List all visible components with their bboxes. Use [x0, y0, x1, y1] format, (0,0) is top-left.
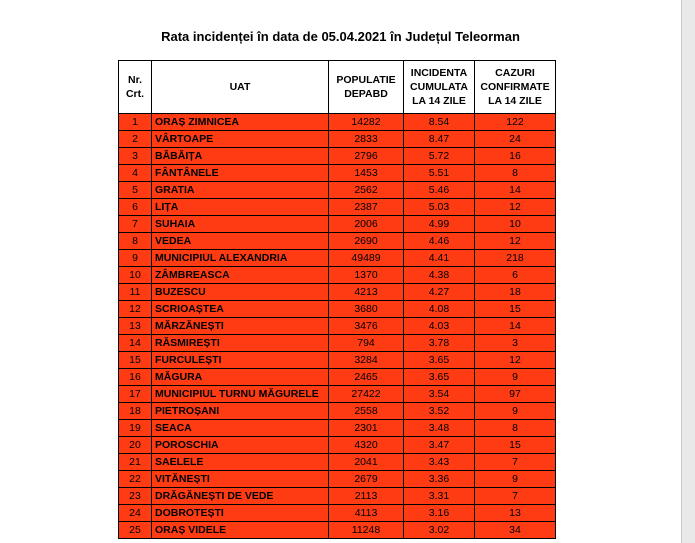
table-row [119, 114, 556, 131]
cell-cazuri: 9 [475, 471, 556, 488]
cell-incidenta: 3.31 [404, 488, 475, 505]
cell-populatie: 2387 [329, 199, 404, 216]
cell-incidenta: 4.38 [404, 267, 475, 284]
cell-cazuri: 12 [475, 233, 556, 250]
cell-incidenta: 3.47 [404, 437, 475, 454]
cell-nr: 19 [119, 420, 152, 437]
cell-nr: 11 [119, 284, 152, 301]
cell-incidenta: 3.52 [404, 403, 475, 420]
cell-nr: 17 [119, 386, 152, 403]
cell-populatie: 2041 [329, 454, 404, 471]
cell-nr: 1 [119, 114, 152, 131]
cell-nr: 14 [119, 335, 152, 352]
cell-populatie: 2796 [329, 148, 404, 165]
cell-incidenta: 4.99 [404, 216, 475, 233]
header-incidenta: INCIDENTA CUMULATA LA 14 ZILE [404, 61, 475, 114]
cell-uat: ORAȘ VIDELE [152, 522, 329, 539]
table-row [119, 250, 556, 267]
header-cazuri: CAZURI CONFIRMATE LA 14 ZILE [475, 61, 556, 114]
table-row [119, 352, 556, 369]
cell-incidenta: 3.36 [404, 471, 475, 488]
cell-nr: 3 [119, 148, 152, 165]
cell-populatie: 1370 [329, 267, 404, 284]
cell-populatie: 3680 [329, 301, 404, 318]
cell-incidenta: 4.41 [404, 250, 475, 267]
table-row [119, 165, 556, 182]
cell-incidenta: 5.72 [404, 148, 475, 165]
cell-cazuri: 15 [475, 301, 556, 318]
cell-uat: RĂSMIREȘTI [152, 335, 329, 352]
cell-populatie: 11248 [329, 522, 404, 539]
cell-populatie: 4213 [329, 284, 404, 301]
cell-cazuri: 14 [475, 318, 556, 335]
cell-incidenta: 8.47 [404, 131, 475, 148]
cell-cazuri: 16 [475, 148, 556, 165]
cell-nr: 12 [119, 301, 152, 318]
cell-uat: PIETROȘANI [152, 403, 329, 420]
page-title: Rata incidenței în data de 05.04.2021 în Județul Teleorman [161, 29, 520, 44]
table-row [119, 471, 556, 488]
cell-uat: FURCULEȘTI [152, 352, 329, 369]
cell-uat: SAELELE [152, 454, 329, 471]
cell-populatie: 2006 [329, 216, 404, 233]
header-uat: UAT [152, 61, 329, 114]
cell-nr: 8 [119, 233, 152, 250]
cell-nr: 6 [119, 199, 152, 216]
table-row [119, 369, 556, 386]
cell-populatie: 2558 [329, 403, 404, 420]
cell-incidenta: 4.27 [404, 284, 475, 301]
cell-cazuri: 24 [475, 131, 556, 148]
cell-cazuri: 15 [475, 437, 556, 454]
cell-nr: 16 [119, 369, 152, 386]
table-header-row [119, 61, 556, 114]
cell-incidenta: 3.02 [404, 522, 475, 539]
cell-incidenta: 4.08 [404, 301, 475, 318]
cell-uat: DOBROTEȘTI [152, 505, 329, 522]
cell-incidenta: 3.16 [404, 505, 475, 522]
cell-uat: SCRIOAȘTEA [152, 301, 329, 318]
cell-incidenta: 3.65 [404, 369, 475, 386]
cell-incidenta: 3.54 [404, 386, 475, 403]
cell-cazuri: 122 [475, 114, 556, 131]
cell-incidenta: 4.03 [404, 318, 475, 335]
cell-nr: 24 [119, 505, 152, 522]
cell-cazuri: 18 [475, 284, 556, 301]
cell-populatie: 1453 [329, 165, 404, 182]
cell-populatie: 2465 [329, 369, 404, 386]
table-row [119, 233, 556, 250]
incidence-table [118, 60, 556, 539]
cell-cazuri: 9 [475, 369, 556, 386]
cell-uat: SUHAIA [152, 216, 329, 233]
cell-incidenta: 3.78 [404, 335, 475, 352]
cell-incidenta: 3.43 [404, 454, 475, 471]
cell-incidenta: 5.03 [404, 199, 475, 216]
table-row [119, 522, 556, 539]
cell-populatie: 14282 [329, 114, 404, 131]
table-row [119, 420, 556, 437]
cell-populatie: 2833 [329, 131, 404, 148]
cell-incidenta: 3.65 [404, 352, 475, 369]
table-row [119, 284, 556, 301]
cell-uat: SEACA [152, 420, 329, 437]
cell-uat: ZÂMBREASCA [152, 267, 329, 284]
cell-incidenta: 5.46 [404, 182, 475, 199]
cell-populatie: 2301 [329, 420, 404, 437]
cell-uat: ORAȘ ZIMNICEA [152, 114, 329, 131]
cell-incidenta: 3.48 [404, 420, 475, 437]
table-row [119, 148, 556, 165]
cell-uat: GRATIA [152, 182, 329, 199]
cell-populatie: 2562 [329, 182, 404, 199]
cell-nr: 15 [119, 352, 152, 369]
cell-nr: 2 [119, 131, 152, 148]
cell-cazuri: 13 [475, 505, 556, 522]
cell-uat: MUNICIPIUL TURNU MĂGURELE [152, 386, 329, 403]
cell-uat: FÂNTÂNELE [152, 165, 329, 182]
cell-cazuri: 6 [475, 267, 556, 284]
cell-populatie: 2113 [329, 488, 404, 505]
table-row [119, 182, 556, 199]
cell-uat: VEDEA [152, 233, 329, 250]
cell-populatie: 2690 [329, 233, 404, 250]
cell-uat: BUZESCU [152, 284, 329, 301]
cell-populatie: 2679 [329, 471, 404, 488]
cell-cazuri: 8 [475, 420, 556, 437]
cell-populatie: 49489 [329, 250, 404, 267]
cell-nr: 7 [119, 216, 152, 233]
cell-nr: 9 [119, 250, 152, 267]
cell-populatie: 3476 [329, 318, 404, 335]
table-body [119, 114, 556, 539]
cell-populatie: 3284 [329, 352, 404, 369]
cell-uat: BĂBĂIȚA [152, 148, 329, 165]
cell-nr: 21 [119, 454, 152, 471]
cell-uat: POROSCHIA [152, 437, 329, 454]
cell-cazuri: 7 [475, 454, 556, 471]
cell-uat: VÂRTOAPE [152, 131, 329, 148]
table-row [119, 505, 556, 522]
cell-cazuri: 12 [475, 199, 556, 216]
cell-cazuri: 8 [475, 165, 556, 182]
table-row [119, 403, 556, 420]
cell-cazuri: 3 [475, 335, 556, 352]
cell-incidenta: 8.54 [404, 114, 475, 131]
cell-cazuri: 14 [475, 182, 556, 199]
table-row [119, 386, 556, 403]
cell-populatie: 4320 [329, 437, 404, 454]
cell-nr: 18 [119, 403, 152, 420]
cell-uat: MĂRZĂNEȘTI [152, 318, 329, 335]
cell-uat: MĂGURA [152, 369, 329, 386]
cell-incidenta: 5.51 [404, 165, 475, 182]
cell-uat: MUNICIPIUL ALEXANDRIA [152, 250, 329, 267]
cell-nr: 13 [119, 318, 152, 335]
cell-nr: 4 [119, 165, 152, 182]
table-row [119, 488, 556, 505]
cell-cazuri: 7 [475, 488, 556, 505]
cell-populatie: 4113 [329, 505, 404, 522]
table-row [119, 318, 556, 335]
table-row [119, 216, 556, 233]
cell-nr: 22 [119, 471, 152, 488]
table-row [119, 437, 556, 454]
cell-nr: 10 [119, 267, 152, 284]
table-row [119, 301, 556, 318]
cell-incidenta: 4.46 [404, 233, 475, 250]
cell-cazuri: 218 [475, 250, 556, 267]
cell-nr: 20 [119, 437, 152, 454]
cell-nr: 23 [119, 488, 152, 505]
header-populatie: POPULATIE DEPABD [329, 61, 404, 114]
table-row [119, 131, 556, 148]
cell-cazuri: 34 [475, 522, 556, 539]
table-row [119, 199, 556, 216]
table-row [119, 454, 556, 471]
cell-uat: DRĂGĂNEȘTI DE VEDE [152, 488, 329, 505]
cell-cazuri: 9 [475, 403, 556, 420]
cell-populatie: 27422 [329, 386, 404, 403]
cell-nr: 25 [119, 522, 152, 539]
cell-cazuri: 12 [475, 352, 556, 369]
table-row [119, 335, 556, 352]
header-nr-crt: Nr. Crt. [119, 61, 152, 114]
cell-uat: VITĂNEȘTI [152, 471, 329, 488]
cell-uat: LIȚA [152, 199, 329, 216]
cell-nr: 5 [119, 182, 152, 199]
cell-populatie: 794 [329, 335, 404, 352]
cell-cazuri: 97 [475, 386, 556, 403]
table-row [119, 267, 556, 284]
cell-cazuri: 10 [475, 216, 556, 233]
